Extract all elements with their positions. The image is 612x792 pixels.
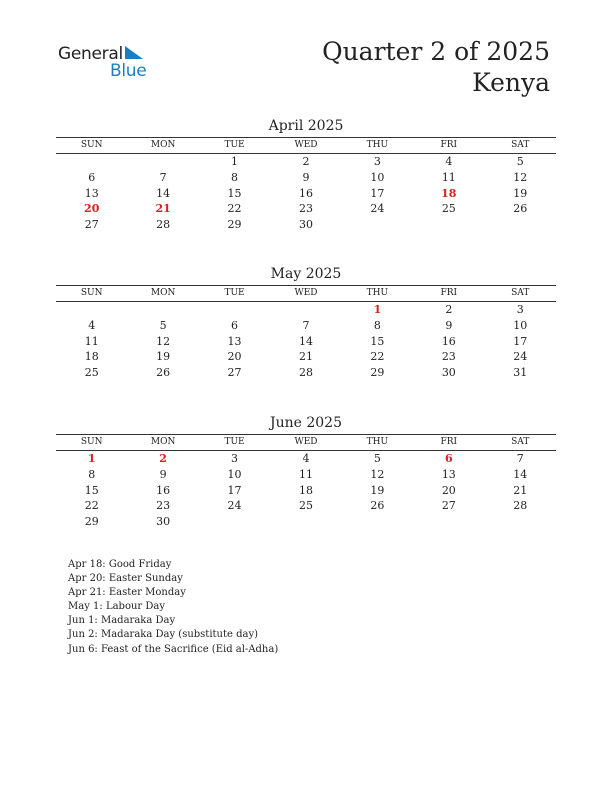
weekday-label: MON: [150, 288, 176, 298]
day-cell: 22: [84, 499, 99, 513]
day-cell: 3: [373, 155, 381, 168]
day-cell: 19: [156, 350, 171, 364]
day-cell: 19: [370, 483, 385, 497]
day-cell: 10: [370, 170, 385, 184]
day-cell: 8: [88, 467, 96, 481]
day-cell: 15: [84, 483, 99, 497]
holiday-list: [68, 558, 278, 657]
day-cell: 9: [445, 318, 453, 332]
weekday-label: FRI: [440, 437, 458, 447]
day-cell: 7: [302, 318, 310, 332]
weekday-label: TUE: [224, 288, 245, 298]
weekday-header-row: [56, 138, 556, 153]
day-cell: [56, 154, 127, 170]
day-cell: 14: [513, 467, 528, 481]
day-cell: 2: [302, 155, 310, 168]
holiday-entry: Jun 2: Madaraka Day (substitute day): [68, 629, 259, 641]
weekday-header-row: [56, 435, 556, 450]
day-cell: 3: [516, 303, 524, 316]
day-cell: 10: [227, 467, 242, 481]
month-title: April 2025: [268, 118, 344, 134]
day-cell: 29: [227, 218, 242, 232]
week-row: [56, 217, 556, 233]
day-cell: 25: [441, 202, 456, 216]
day-cell: [127, 302, 198, 318]
day-cell: 23: [156, 499, 171, 513]
week-row: [56, 186, 556, 202]
weekday-label: THU: [366, 140, 389, 150]
day-cell: 28: [513, 499, 528, 513]
weekday-label: SUN: [80, 140, 103, 150]
day-cell: [485, 217, 556, 233]
day-cell: 4: [88, 318, 96, 332]
holiday-entry: Jun 1: Madaraka Day: [68, 615, 176, 627]
day-cell: 11: [441, 170, 456, 184]
day-cell: 8: [231, 170, 239, 184]
day-cell: 27: [227, 366, 242, 380]
day-cell: 6: [88, 170, 96, 184]
day-cell: 24: [370, 202, 385, 216]
day-cell: 26: [156, 366, 171, 380]
day-cell: [342, 217, 413, 233]
day-cell: 24: [227, 499, 242, 513]
day-cell: 4: [302, 452, 310, 465]
week-row: [56, 349, 556, 365]
day-cell: 13: [441, 467, 456, 481]
day-cell: [199, 514, 270, 530]
weekday-label: MON: [150, 140, 176, 150]
weekday-label: WED: [294, 437, 318, 447]
day-cell: 17: [513, 334, 528, 348]
day-cell: 1: [373, 303, 382, 316]
day-cell: 2: [445, 303, 453, 316]
day-cell: 18: [298, 483, 313, 497]
holiday-entry: Apr 18: Good Friday: [68, 559, 172, 570]
weekday-label: TUE: [224, 140, 245, 150]
week-row: [56, 514, 556, 530]
weekday-label: MON: [150, 437, 176, 447]
weekday-label: TUE: [224, 437, 245, 447]
day-cell: 30: [156, 515, 171, 529]
day-cell: 1: [231, 155, 239, 168]
month-title: May 2025: [270, 266, 342, 282]
day-cell: 28: [156, 218, 171, 232]
week-row: [56, 318, 556, 334]
day-cell: [127, 154, 198, 170]
logo-word-blue: Blue: [110, 61, 147, 81]
day-cell: 29: [370, 366, 385, 380]
day-cell: 16: [156, 483, 171, 497]
day-cell: 18: [441, 186, 457, 200]
page-title: [322, 36, 550, 98]
day-cell: 4: [445, 155, 453, 168]
day-cell: 1: [87, 452, 96, 465]
month-calendar-june: [56, 414, 556, 530]
weekday-label: SUN: [80, 437, 103, 447]
weekday-label: FRI: [440, 288, 458, 298]
weekday-label: WED: [294, 288, 318, 298]
day-cell: 25: [298, 499, 313, 513]
day-cell: 15: [370, 334, 385, 348]
day-cell: 25: [84, 366, 99, 380]
day-cell: 11: [298, 467, 313, 481]
day-cell: 16: [298, 186, 313, 200]
day-cell: 19: [513, 186, 528, 200]
day-cell: 17: [370, 186, 385, 200]
week-row: [56, 498, 556, 514]
month-calendar-may: [56, 265, 556, 381]
day-cell: 21: [513, 483, 528, 497]
holiday-entry: Apr 21: Easter Monday: [68, 587, 186, 599]
holiday-entry: May 1: Labour Day: [68, 601, 165, 613]
day-cell: 27: [441, 499, 456, 513]
day-cell: 20: [441, 483, 456, 497]
month-calendar-april: [56, 117, 556, 233]
day-cell: 20: [84, 202, 100, 216]
weekday-header-row: [56, 286, 556, 301]
day-cell: 9: [159, 467, 167, 481]
country-title: Kenya: [472, 68, 550, 97]
day-cell: 22: [227, 202, 242, 216]
day-cell: 15: [227, 186, 242, 200]
week-row: [56, 201, 556, 217]
day-cell: 11: [84, 334, 99, 348]
week-row: [56, 451, 556, 467]
day-cell: 30: [298, 218, 313, 232]
day-cell: 26: [513, 202, 528, 216]
week-row: [56, 483, 556, 499]
week-row: [56, 334, 556, 350]
day-cell: 6: [231, 318, 239, 332]
day-cell: 14: [298, 334, 313, 348]
day-cell: 23: [441, 350, 456, 364]
day-cell: 20: [227, 350, 242, 364]
day-cell: 22: [370, 350, 385, 364]
day-cell: [413, 217, 484, 233]
weekday-label: WED: [294, 140, 318, 150]
day-cell: 24: [513, 350, 528, 364]
day-cell: 30: [441, 366, 456, 380]
day-cell: [270, 302, 341, 318]
day-cell: 5: [516, 155, 524, 168]
day-cell: 12: [513, 170, 528, 184]
generalblue-logo: [58, 44, 168, 84]
day-cell: 13: [227, 334, 242, 348]
holiday-entry: Apr 20: Easter Sunday: [68, 573, 183, 585]
day-cell: 17: [227, 483, 242, 497]
day-cell: 12: [370, 467, 385, 481]
day-cell: 18: [84, 350, 99, 364]
day-cell: 27: [84, 218, 99, 232]
day-cell: 21: [155, 202, 171, 216]
weekday-label: THU: [366, 288, 389, 298]
day-cell: [342, 514, 413, 530]
weekday-label: SAT: [511, 288, 530, 298]
day-cell: 16: [441, 334, 456, 348]
day-cell: 14: [156, 186, 171, 200]
week-row: [56, 467, 556, 483]
week-row: [56, 302, 556, 318]
logo-word-general: General: [58, 44, 123, 64]
day-cell: 2: [159, 452, 167, 465]
day-cell: [413, 514, 484, 530]
weekday-label: THU: [366, 437, 389, 447]
day-cell: 8: [373, 318, 381, 332]
day-cell: 5: [159, 318, 167, 332]
day-cell: 6: [444, 452, 453, 465]
day-cell: 7: [516, 452, 524, 465]
logo-flag-icon: [125, 46, 145, 60]
weekday-label: FRI: [440, 140, 458, 150]
day-cell: 13: [84, 186, 99, 200]
day-cell: [270, 514, 341, 530]
weekday-label: SAT: [511, 437, 530, 447]
day-cell: 5: [373, 452, 381, 465]
week-row: [56, 170, 556, 186]
week-row: [56, 154, 556, 170]
month-title: June 2025: [269, 415, 342, 431]
day-cell: 29: [84, 515, 99, 529]
day-cell: 26: [370, 499, 385, 513]
day-cell: [485, 514, 556, 530]
week-row: [56, 365, 556, 381]
day-cell: 3: [231, 452, 239, 465]
quarter-title: Quarter 2 of 2025: [322, 37, 550, 66]
day-cell: 12: [156, 334, 171, 348]
day-cell: 7: [159, 170, 167, 184]
day-cell: 9: [302, 170, 310, 184]
day-cell: 23: [298, 202, 313, 216]
day-cell: [199, 302, 270, 318]
day-cell: [56, 302, 127, 318]
weekday-label: SUN: [80, 288, 103, 298]
day-cell: 31: [513, 366, 528, 380]
holiday-entry: Jun 6: Feast of the Sacrifice (Eid al-Adha): [68, 643, 279, 655]
day-cell: 28: [298, 366, 313, 380]
day-cell: 21: [298, 350, 313, 364]
weekday-label: SAT: [511, 140, 530, 150]
day-cell: 10: [513, 318, 528, 332]
